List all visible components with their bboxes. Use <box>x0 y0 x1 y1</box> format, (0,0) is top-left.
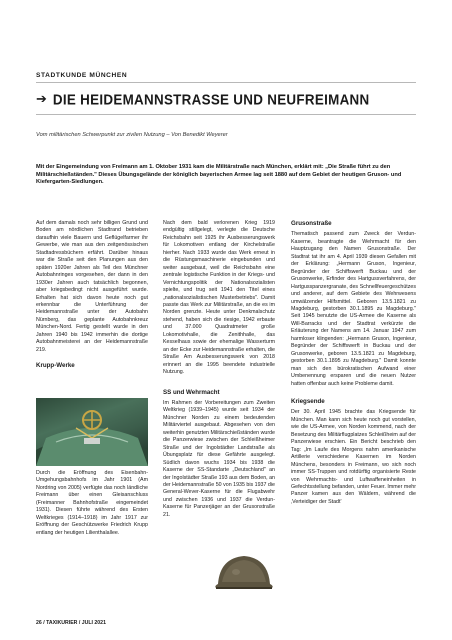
title-row <box>36 88 369 110</box>
column-1-continued <box>36 470 148 537</box>
lead-text: Mit der Eingemeindung von Freimann am 1. Oktober 1931 kam die Militärstraße nach München, erklärt mit: „Die Straße führt zu den Militärschießständen." Dieses Übungsgelände der königlich bayerischen Armee lag seit 1880 auf dem Gebiet der heutigen Gruson- und Kiefergarten-Siedlungen. <box>36 164 402 186</box>
section-heading-krupp: Krupp-Werke <box>36 362 75 370</box>
col1-paragraph-2: Durch die Eröffnung des Eisenbahn-Umgehungsbahnhofs im Jahr 1901 (Am Nordring von 2005) verfügte das noch ländliche Freimann über einen Gleisanschluss (Freimanner Bahnhofstraße eingemeindet 1931). Diesen führte während des Ersten Weltkrieges (1914–1918) im Jahr 1917 zur Eröffnung der Geschützwerke Friedrich Krupp entlang der heutigen Lilienthalallee. <box>36 470 148 536</box>
col1-paragraph-1: Auf dem damals noch sehr billigen Grund und Boden am nördlichen Stadtrand betrieben daraufhin viele Bauern und Geflügelfarmer ihr Gewerbe, wie man aus den zeitgenössischen Stadtadressbüchern erfährt. Darüber hinaus war die Straße seit den Planungen aus den späten 1920er Jahren als Teil des Münchner Autobahnringes vorgesehen, der dann in den 1930er Jahren auch tatsächlich begonnen, aber kriegsbedingt nicht ausgeführt wurde. Erhalten hat sich davon heute noch gut erkennbar die Unterführung der Heidemannstraße unter der Autobahn Nürnberg, das geplante Autobahnkreuz München-Nord. Fertig gestellt wurde in den Jahren 1940 bis 1942 immerhin die dortige Autobahnmeisterei an der Heidemannstraße 219. <box>36 220 148 353</box>
arrow-right-icon: ➔ <box>36 91 47 106</box>
steel-helmet-photo <box>212 552 276 592</box>
col2-paragraph-2: Im Rahmen der Vorbereitungen zum Zweiten Weltkrieg (1939–1945) wurde seit 1934 der Münchner Norden zu einem bedeutenden Militärviertel ausgebaut. Abgesehen von den weiterhin genutzten Militärschießständen wurde die Panzerwiese zwischen der Schleißheimer Straße und der Ingolstädter Landstraße als Übungsplatz für diese Gefährte ausgelegt. Südlich davon wuchs 1934 bis 1938 die Kaserne der SS-Standarte „Deutschland" an der Ingolstädter Straße 193 aus dem Boden, an der Heidemannstraße 50 von 1935 bis 1937 die General-Wever-Kaserne für die Flugabwehr und zwischen 1936 und 1937 die Verdun-Kaserne für Panzerjäger an der Grusonstraße 21. <box>163 399 275 518</box>
col3-paragraph-2: Der 30. April 1945 brachte das Kriegsende für München. Man kann sich heute noch gut vorstellen, wie die US-Armee, von Norden kommend, nach der Besetzung des Militärflugplatzes Schleißheim auf der Panzerwiese erschien. Ein Bericht beschrieb den Tag: „Im Laufe des Morgens nahm amerikanische Artillerie verschiedene Kasernen im Norden Münchens, besonders in Freimann, wo sich noch immer SS-Truppen und rotdürftig organisierte Reste von Wehrmachts- und Luftwaffeneinheiten in Gefechtsstellung befanden, unter Feuer. Immer mehr Panzer kamen aus den Wäldern, während die ‚Verteidiger der Stadt' <box>291 409 416 505</box>
article-title: DIE HEIDEMANNSTRASSE UND NEUFREIMANN <box>52 90 370 108</box>
section-heading-kriegsende: Kriegsende <box>291 397 325 405</box>
helmet-illustration <box>212 552 276 592</box>
lead-paragraph <box>36 164 416 187</box>
car-emblem-illustration <box>36 398 148 466</box>
section-kicker: STADTKUNDE MÜNCHEN <box>36 72 128 79</box>
title-divider <box>36 114 416 115</box>
column-3 <box>291 220 416 506</box>
column-2 <box>163 220 275 519</box>
top-divider <box>36 82 416 83</box>
article-subtitle: Vom militärischen Schwerpunkt zur zivilen Nutzung – Von Benedikt Weyerer <box>36 132 228 138</box>
section-heading-ss-wehrmacht: SS und Wehrmacht <box>163 388 220 396</box>
col3-paragraph-1: Thematisch passend zum Zweck der Verdun-Kaserne, beantragte die Wehrmacht für den Hauptzugang den Namen Grusonstraße. Der Stadtrat tat ihr am 4. April 1939 diesen Gefallen mit der Erklärung: „Hermann Gruson, Ingenieur, Begründer der Schiffswerft Buckau und der Grusonwerke, Erfinder des Hartgussverfahrens, der Hartgusspanzergranate, des Schnellfeuergeschützes und anderer, auf dem Gebiete des Wehrwesens umwälzender Hilfsmittel. Geboren 13.5.1821 zu Magdeburg, gestorben 30.1.1895 zu Magdeburg." Seit 1945 benutzte die US-Armee die Kaserne als Will-Barracks und der Stadtrat verkürzte die Erläuterung der Namens am 14. Januar 1947 zum harmloser klingenden: „Hermann Gruson, Ingenieur, Begründer der Schiffswerft in Buckau und der Grusonwerke, geboren 13.5.1821 zu Magdeburg, gestorben 30.1.1895 zu Magdeburg." Damit konnte man sich den bürokratischen Aufwand einer Umbenennung ersparen und die neuen Nutzer hatten offenbar auch keine Probleme damit. <box>291 231 416 387</box>
page-footer: 26 / TAXIKURIER / JULI 2021 <box>36 620 106 626</box>
section-heading-grusonstrasse: Grusonstraße <box>291 220 332 227</box>
vintage-car-emblem-photo <box>36 398 148 466</box>
col2-paragraph-1: Nach dem bald verlorenen Krieg 1919 endgültig stillgelegt, verlegte die Deutsche Reichsbahn seit 1925 ihr Ausbesserungswerk für Lokomotiven entlang der Kirchelstraße hierher. Nach 1933 wurde das Werk erneut in die Rüstungsmaschinerie eingebunden und weiter ausgebaut, weil die Reichsbahn eine zentrale logistische Funktion in der Kriegs- und Vernichtungspolitik der Nationalsozialisten spielte, und trug seit 1941 den Titel eines „nationalsozialistischen Musterbetriebs". Damit passte das Werk zur Militärstraße, an die es im Norden grenzte. Heute unter Denkmalschutz stehend, haben sich die riesige, 1942 erbaute und 37.000 Quadratmeter große Lokomotivhalle, die Zenithhalle, das Kesselhaus sowie der ehemalige Wasserturm an der Ecke zur Heidemannstraße erhalten, die Straße Am Ausbesserungswerk von 2018 erinnert an die 1995 beendete industrielle Nutzung. <box>163 220 275 376</box>
